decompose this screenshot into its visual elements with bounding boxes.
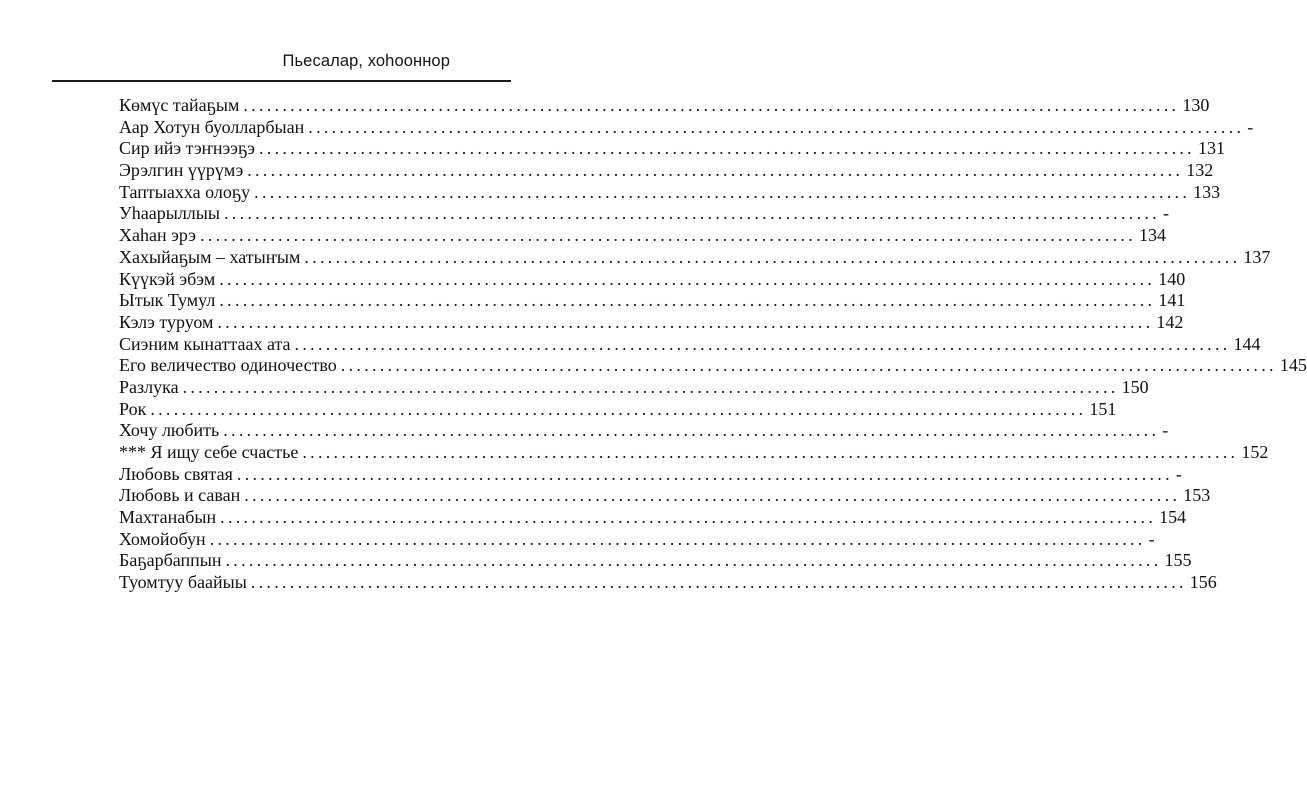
toc-entry-title: Таптыахха олоҕу (119, 181, 251, 202)
toc-dot-leader: ........................................................................................................................ (223, 203, 1160, 224)
toc-entry-title: Баҕарбаппын (119, 550, 222, 571)
toc-entry (119, 203, 1169, 225)
toc-entry (119, 507, 1187, 529)
toc-entry-title: Эрэлгин үүрүмэ (119, 160, 244, 181)
toc-entry (119, 442, 1269, 464)
toc-dot-leader: ........................................................................................................................ (236, 463, 1173, 484)
toc-dot-leader: ........................................................................................................................ (254, 181, 1191, 202)
toc-entry-title: Күүкэй эбэм (119, 268, 216, 289)
toc-dot-leader: ........................................................................................................................ (150, 398, 1087, 419)
toc-entry (119, 463, 1182, 486)
toc-entry-title: Ытык Тумул (119, 290, 216, 311)
toc-entry-title: Его величество одиночество (119, 355, 337, 376)
toc-entry-title: Көмүс тайаҕым (119, 95, 240, 115)
toc-entry (119, 420, 1169, 442)
toc-entry (119, 268, 1186, 291)
running-head: Пьесалар, хоһооннор (282, 52, 450, 70)
toc-dot-leader: ........................................................................................................................ (219, 290, 1156, 311)
toc-dot-leader: ........................................................................................................................ (217, 311, 1154, 332)
toc-dot-leader: ........................................................................................................................ (294, 333, 1231, 354)
toc-entry-page: 142 (1156, 311, 1184, 332)
toc-entry-page: - (1162, 203, 1169, 224)
toc-entry-title: *** Я ищу себе счастье (119, 442, 299, 462)
header-rule (52, 80, 511, 82)
toc-entry-page: 130 (1182, 95, 1210, 115)
toc-entry-page: 134 (1139, 225, 1167, 246)
toc-entry (119, 290, 1186, 312)
toc-entry-title: Хаһан эрэ (119, 225, 197, 246)
toc-dot-leader: ........................................................................................................................ (182, 376, 1119, 397)
toc-entry-title: Уһаарыллыы (119, 203, 220, 224)
toc-dot-leader: ........................................................................................................................ (209, 528, 1146, 549)
toc-entry-page: 131 (1197, 138, 1225, 159)
table-of-contents (119, 95, 1307, 594)
toc-entry (119, 528, 1155, 551)
toc-entry (119, 572, 1217, 594)
toc-dot-leader: ........................................................................................................................ (243, 95, 1180, 115)
toc-entry (119, 138, 1225, 160)
toc-entry-title: Аар Хотун буолларбыан (119, 116, 305, 137)
toc-entry (119, 95, 1210, 117)
toc-entry-page: 140 (1158, 268, 1186, 289)
toc-entry-page: 150 (1121, 376, 1149, 397)
toc-entry-page: 156 (1189, 572, 1217, 593)
toc-dot-leader: ........................................................................................................................ (200, 225, 1137, 246)
toc-entry-page: 137 (1243, 246, 1271, 267)
toc-dot-leader: ........................................................................................................................ (244, 485, 1181, 506)
toc-entry (119, 311, 1184, 334)
toc-entry (119, 550, 1192, 572)
toc-entry-title: Сир ийэ тэҥнээҕэ (119, 138, 255, 159)
toc-dot-leader: ........................................................................................................................ (250, 572, 1187, 593)
toc-entry (119, 398, 1117, 421)
toc-entry-page: 141 (1158, 290, 1186, 311)
toc-entry (119, 181, 1221, 204)
toc-entry (119, 485, 1211, 507)
toc-dot-leader: ........................................................................................................................ (308, 116, 1245, 137)
toc-entry (119, 333, 1261, 356)
toc-entry (119, 376, 1149, 399)
toc-entry-page: - (1162, 420, 1169, 441)
toc-entry (119, 160, 1214, 182)
toc-dot-leader: ........................................................................................................................ (304, 246, 1241, 267)
toc-entry (119, 116, 1254, 139)
toc-entry-page: 144 (1233, 333, 1261, 354)
toc-entry-title: Махтанабын (119, 507, 217, 528)
toc-entry (119, 225, 1167, 247)
toc-entry-title: Разлука (119, 376, 179, 397)
toc-entry-page: - (1247, 116, 1254, 137)
toc-entry-page: 153 (1183, 485, 1211, 506)
toc-dot-leader: ........................................................................................................................ (340, 355, 1277, 376)
toc-entry-page: - (1148, 528, 1155, 549)
toc-entry-page: 152 (1241, 442, 1269, 462)
toc-dot-leader: ........................................................................................................................ (247, 160, 1184, 181)
toc-entry-title: Туомтуу баайыы (119, 572, 247, 593)
toc-entry (119, 246, 1271, 269)
toc-entry-page: 154 (1159, 507, 1187, 528)
toc-entry-page: - (1175, 463, 1182, 484)
toc-entry-page: 133 (1193, 181, 1221, 202)
toc-entry (119, 355, 1307, 377)
toc-entry-title: Хахыйаҕым – хатыҥым (119, 246, 301, 267)
toc-dot-leader: ........................................................................................................................ (223, 420, 1160, 441)
toc-entry-page: 155 (1164, 550, 1192, 571)
toc-entry-title: Кэлэ туруом (119, 311, 214, 332)
toc-dot-leader: ........................................................................................................................ (225, 550, 1162, 571)
toc-entry-page: 145 (1279, 355, 1307, 376)
toc-entry-title: Любовь и саван (119, 485, 241, 506)
toc-dot-leader: ........................................................................................................................ (258, 138, 1195, 159)
toc-dot-leader: ........................................................................................................................ (302, 442, 1239, 462)
toc-dot-leader: ........................................................................................................................ (219, 268, 1156, 289)
toc-entry-title: Хомойобун (119, 528, 206, 549)
toc-entry-title: Сиэним кынаттаах ата (119, 333, 291, 354)
toc-entry-page: 132 (1186, 160, 1214, 181)
toc-entry-title: Хочу любить (119, 420, 220, 441)
toc-entry-title: Любовь святая (119, 463, 233, 484)
toc-entry-page: 151 (1089, 398, 1117, 419)
toc-entry-title: Рок (119, 398, 147, 419)
toc-dot-leader: ........................................................................................................................ (220, 507, 1157, 528)
